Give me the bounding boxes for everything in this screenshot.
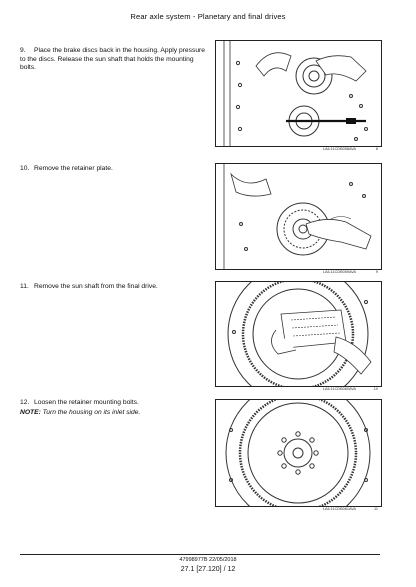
- figure-number: 11: [374, 507, 378, 511]
- figure-number: 8: [375, 147, 378, 151]
- footer-divider: [20, 554, 380, 555]
- footer-page-number: 27.1 [27.120] / 12: [180, 566, 236, 573]
- note-label: NOTE:: [20, 409, 41, 416]
- figure-8: [215, 40, 382, 147]
- figure-code: LAIL11CDB058AVA: [322, 147, 356, 151]
- step-11: [20, 283, 205, 292]
- figure-number: 9: [375, 270, 378, 274]
- step-text: Place the brake discs back in the housing. Apply pressure to the discs. Release the sun shaft that holds the mounting bolts.: [20, 47, 206, 72]
- step-12-note: [20, 409, 205, 418]
- step-9: [20, 47, 205, 73]
- step-number: 9.: [20, 47, 26, 54]
- figure-10-illustration: [216, 282, 381, 386]
- figure-11: [215, 399, 382, 507]
- step-text: Remove the sun shaft from the final drive.: [34, 283, 158, 290]
- figure-code: LAIL11CDB060AVA: [322, 387, 356, 391]
- footer-document-id: 47998977B 22/05/2018: [179, 557, 237, 563]
- note-text: Turn the housing on its inlet side.: [42, 409, 141, 416]
- page-header: Rear axle system - Planetary and final drives: [130, 12, 286, 21]
- step-number: 12.: [20, 399, 30, 406]
- step-text: Loosen the retainer mounting bolts.: [34, 399, 139, 406]
- step-text: Remove the retainer plate.: [34, 165, 113, 172]
- figure-number: 10: [373, 387, 378, 391]
- figure-8-illustration: [216, 41, 381, 146]
- step-12: [20, 399, 205, 408]
- figure-11-illustration: [216, 400, 381, 506]
- step-10: [20, 165, 205, 174]
- step-number: 10.: [20, 165, 30, 172]
- figure-9: [215, 163, 382, 270]
- figure-code: LAIL11CDB059AVA: [322, 270, 356, 274]
- figure-9-illustration: [216, 164, 381, 269]
- figure-10: [215, 281, 382, 387]
- figure-code: LAIL11CDB061AVA: [322, 507, 356, 511]
- step-number: 11.: [20, 283, 29, 290]
